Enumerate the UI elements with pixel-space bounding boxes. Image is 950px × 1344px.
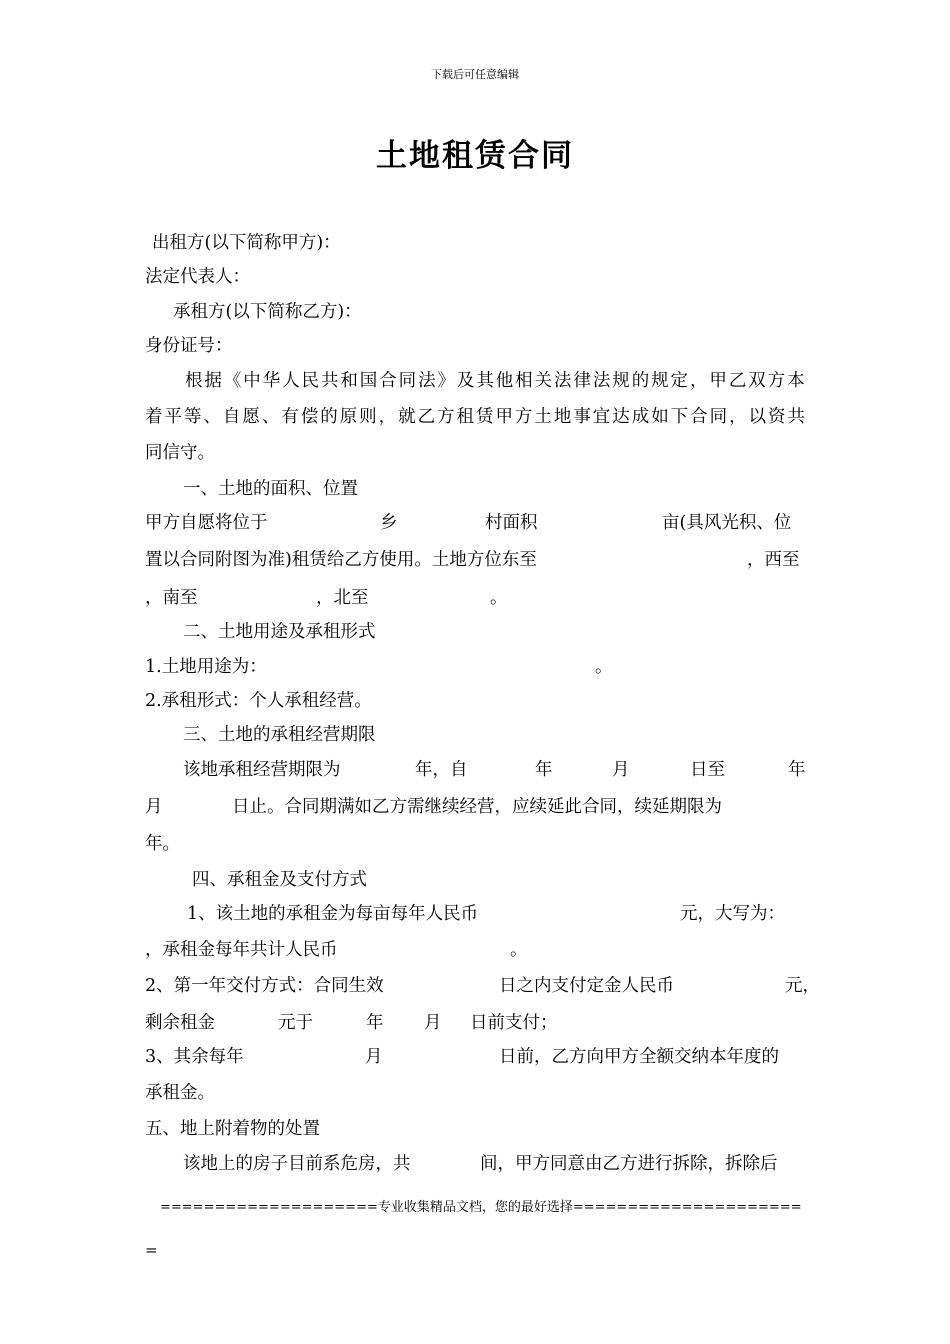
text-segment: 2.承租形式：个人承租经营。 xyxy=(145,691,372,711)
text-segment: ，承租金每年共计人民币 xyxy=(145,940,338,960)
text-segment: 年 xyxy=(366,1013,384,1033)
text-segment: 元， xyxy=(785,976,820,996)
lessee-line: 承租方(以下简称乙方)： xyxy=(173,302,362,322)
text-segment: 元，大写为： xyxy=(680,904,785,924)
paragraph-line: 着 平 等 、 自 愿 、 有 偿 的 原 则 ， 就 乙 方 租 赁 甲 方 土 地 事 宜 达 成 如 下 合 同 ， 以 资 共 xyxy=(145,407,805,427)
text-segment: 日至 xyxy=(690,760,725,780)
footer-banner: ====================专业收集精品文档，您的最好选择===================== xyxy=(160,1200,802,1215)
text-segment: ，北至 xyxy=(316,588,369,608)
text-segment: 月 xyxy=(424,1013,442,1033)
text-segment: ，南至 xyxy=(145,588,198,608)
id-number-line: 身份证号： xyxy=(145,336,233,356)
text-segment: 日前，乙方向甲方全额交纳本年度的 xyxy=(499,1047,779,1067)
text-segment: ，西至 xyxy=(747,550,800,570)
text-segment: 乡 xyxy=(380,513,398,533)
text-segment: 该地上的房子目前系危房，共 xyxy=(183,1154,411,1174)
header-note: 下载后可任意编辑 xyxy=(431,68,519,81)
text-segment: 承租金。 xyxy=(145,1083,215,1103)
text-segment: 。 xyxy=(595,657,613,677)
text-segment: 置以合同附图为准)租赁给乙方使用。土地方位东至 xyxy=(145,550,537,570)
section-heading: 四、承租金及支付方式 xyxy=(192,870,367,890)
text-segment: 该地承租经营期限为 xyxy=(183,760,341,780)
text-segment: 3、其余每年 xyxy=(145,1047,244,1067)
paragraph-line: 根 据 《 中 华 人 民 共 和 国 合 同 法 》 及 其 他 相 关 法 律 法 规 的 规 定 ， 甲 乙 双 方 本 xyxy=(185,371,805,391)
paragraph-line: 同信守。 xyxy=(145,443,215,463)
text-segment: 。 xyxy=(510,940,528,960)
text-segment: 亩(具风光积、位 xyxy=(662,513,792,533)
footer-banner-continuation: = xyxy=(145,1241,158,1259)
text-segment: 年。 xyxy=(145,834,180,854)
text-segment: 间，甲方同意由乙方进行拆除，拆除后 xyxy=(480,1154,778,1174)
text-segment: 1.土地用途为： xyxy=(145,657,267,677)
text-segment: 月 xyxy=(145,797,163,817)
text-segment: 元于 xyxy=(278,1013,313,1033)
text-segment: 年 xyxy=(788,760,806,780)
text-segment: 年 xyxy=(535,760,553,780)
section-heading: 五、地上附着物的处置 xyxy=(145,1119,320,1139)
text-segment: 甲方自愿将位于 xyxy=(145,513,268,533)
text-segment: 年，自 xyxy=(415,760,468,780)
text-segment: 2、第一年交付方式：合同生效 xyxy=(145,976,384,996)
text-segment: 日止。合同期满如乙方需继续经营，应续延此合同，续延期限为 xyxy=(232,797,722,817)
page-title: 土地租赁合同 xyxy=(376,138,574,174)
text-segment: 村面积 xyxy=(485,513,538,533)
text-segment: 剩余租金 xyxy=(145,1013,215,1033)
text-segment: 。 xyxy=(490,588,508,608)
section-heading: 三、土地的承租经营期限 xyxy=(183,725,376,745)
lessor-line: 出租方(以下简称甲方)： xyxy=(152,233,341,253)
text-segment: 日前支付； xyxy=(470,1013,558,1033)
legal-rep-line: 法定代表人： xyxy=(145,267,250,287)
section-heading: 二、土地用途及承租形式 xyxy=(183,622,376,642)
section-heading: 一、土地的面积、位置 xyxy=(183,479,358,499)
text-segment: 1、该土地的承租金为每亩每年人民币 xyxy=(187,904,479,924)
text-segment: 日之内支付定金人民币 xyxy=(499,976,674,996)
text-segment: 月 xyxy=(365,1047,383,1067)
text-segment: 月 xyxy=(612,760,630,780)
